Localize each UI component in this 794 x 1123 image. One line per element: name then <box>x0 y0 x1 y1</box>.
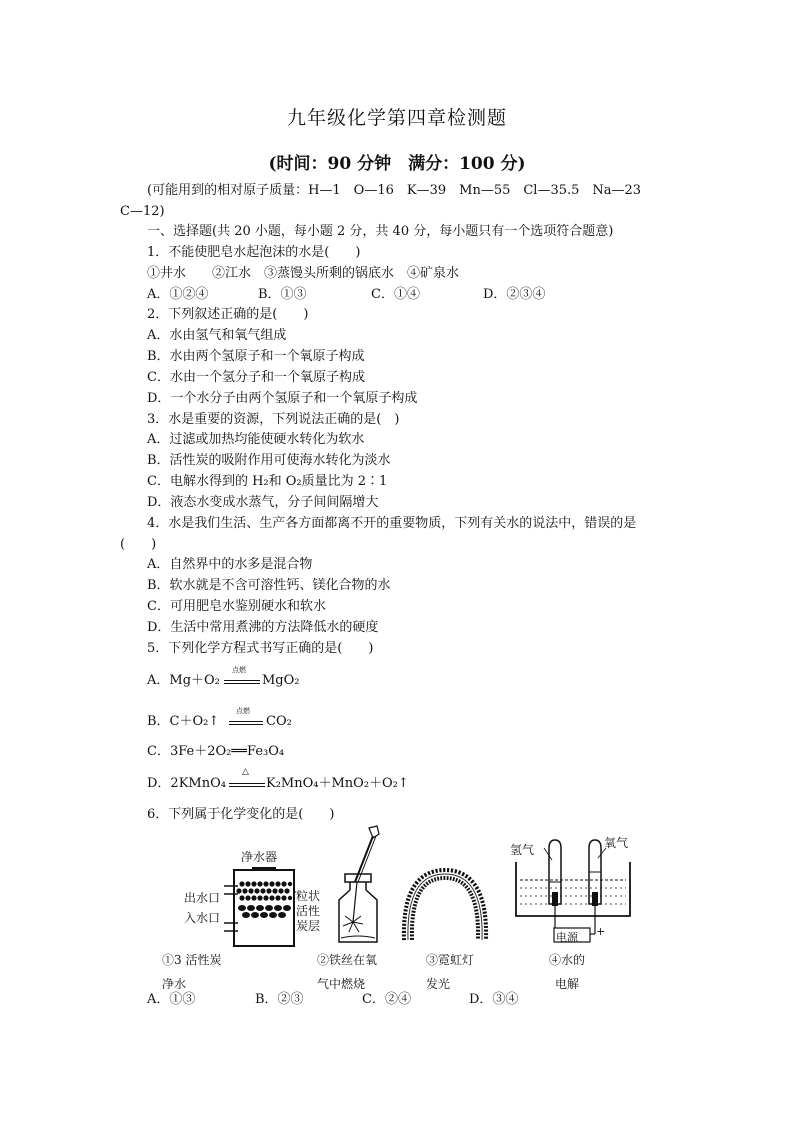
q4-option-b: B．软水就是不含可溶性钙、镁化合物的水 <box>147 578 391 593</box>
q5-b-eq-line-2 <box>229 724 263 725</box>
atomic-mass-line-2: C—12) <box>120 204 165 219</box>
q6-option-d: D．③④ <box>469 992 519 1007</box>
q5-a-right: MgO₂ <box>262 673 300 688</box>
q3-option-d: D．液态水变成水蒸气，分子间间隔增大 <box>147 495 379 510</box>
electrolysis-hydrogen-label: 氢气 <box>510 843 535 857</box>
q5-a-left: A．Mg＋O₂ <box>147 673 220 688</box>
q5-d-left: D．2KMnO₄ <box>147 776 226 791</box>
electrolysis-plus-label: + <box>596 925 606 938</box>
q5-d-right: K₂MnO₄＋MnO₂＋O₂↑ <box>266 776 409 791</box>
q1-option-a: A．①②④ <box>147 287 209 302</box>
q3-stem: 3．水是重要的资源，下列说法正确的是( ) <box>147 412 400 427</box>
q5-d-condition: △ <box>242 767 249 777</box>
q5-a-condition: 点燃 <box>232 666 246 674</box>
q4-option-d: D．生活中常用煮沸的方法降低水的硬度 <box>147 620 379 635</box>
q2-option-d: D．一个水分子由两个氢原子和一个氧原子构成 <box>147 391 418 406</box>
q3-option-b: B．活性炭的吸附作用可使海水转化为淡水 <box>147 453 391 468</box>
q4-stem: 4．水是我们生活、生产各方面都离不开的重要物质，下列有关水的说法中，错误的是 <box>147 516 637 531</box>
neon-light-figure <box>398 864 492 944</box>
page-subtitle: (时间：90 分钟 满分：100 分) <box>268 154 526 174</box>
purifier-title-label: 净水器 <box>241 850 278 864</box>
q1-stem: 1．不能使肥皂水起泡沫的水是( ) <box>147 245 361 260</box>
purifier-inlet-label: 入水口 <box>184 911 221 925</box>
q1-option-c: C．①④ <box>371 287 420 302</box>
figure-caption-1: ①3 活性炭 净水 <box>162 953 222 991</box>
iron-burning-figure <box>333 824 387 948</box>
figure-caption-2: ②铁丝在氧 气中燃烧 <box>317 953 378 991</box>
q1-option-b: B．①③ <box>258 287 307 302</box>
q2-option-c: C．水由一个氢分子和一个氧原子构成 <box>147 370 365 385</box>
purifier-outlet-label: 出水口 <box>184 891 221 905</box>
section-heading: 一、选择题(共 20 小题，每小题 2 分，共 40 分，每小题只有一个选项符合题意) <box>147 224 614 239</box>
electrolysis-power-label: 电源 <box>556 931 578 944</box>
atomic-mass-line-1: (可能用到的相对原子质量：H—1 O—16 K—39 Mn—55 Cl—35.5 Na—23 <box>147 183 642 198</box>
q3-option-a: A．过滤或加热均能使硬水转化为软水 <box>147 432 365 447</box>
q5-d-eq-line-1 <box>229 783 265 784</box>
purifier-side-label-2: 活性 <box>296 904 321 918</box>
q2-option-a: A．水由氢气和氧气组成 <box>147 328 287 343</box>
figure-caption-4: ④水的 电解 <box>549 953 586 991</box>
q5-b-condition: 点燃 <box>236 707 250 715</box>
q5-d-eq-line-2 <box>229 786 265 787</box>
q6-option-a: A．①③ <box>147 992 196 1007</box>
purifier-side-label-1: 粒状 <box>296 889 321 903</box>
q1-items: ①井水 ②江水 ③蒸馒头所剩的锅底水 ④矿泉水 <box>147 266 460 281</box>
q6-option-b: B．②③ <box>255 992 304 1007</box>
q5-b-left: B．C＋O₂↑ <box>147 714 220 729</box>
q4-option-c: C．可用肥皂水鉴别硬水和软水 <box>147 599 326 614</box>
q5-stem: 5．下列化学方程式书写正确的是( ) <box>147 641 374 656</box>
q1-option-d: D．②③④ <box>483 287 546 302</box>
electrolysis-oxygen-label: 氧气 <box>604 836 629 850</box>
q5-a-eq-line-1 <box>224 680 260 681</box>
figure-caption-3: ③霓虹灯 发光 <box>426 953 475 991</box>
q4-stem-cont: ( ) <box>120 537 157 552</box>
q3-option-c: C．电解水得到的 H₂和 O₂质量比为 2∶1 <box>147 474 388 489</box>
q5-a-eq-line-2 <box>224 683 260 684</box>
q5-c-equation: C．3Fe＋2O₂══Fe₃O₄ <box>147 744 285 759</box>
q5-b-right: CO₂ <box>266 714 292 729</box>
q5-b-eq-line-1 <box>229 721 263 722</box>
page-title: 九年级化学第四章检测题 <box>286 107 507 129</box>
q2-option-b: B．水由两个氢原子和一个氧原子构成 <box>147 349 365 364</box>
purifier-side-label-3: 炭层 <box>296 919 321 933</box>
q6-stem: 6．下列属于化学变化的是( ) <box>147 807 335 822</box>
q2-stem: 2．下列叙述正确的是( ) <box>147 307 309 322</box>
q4-option-a: A．自然界中的水多是混合物 <box>147 557 313 572</box>
q6-option-c: C．②④ <box>362 992 411 1007</box>
